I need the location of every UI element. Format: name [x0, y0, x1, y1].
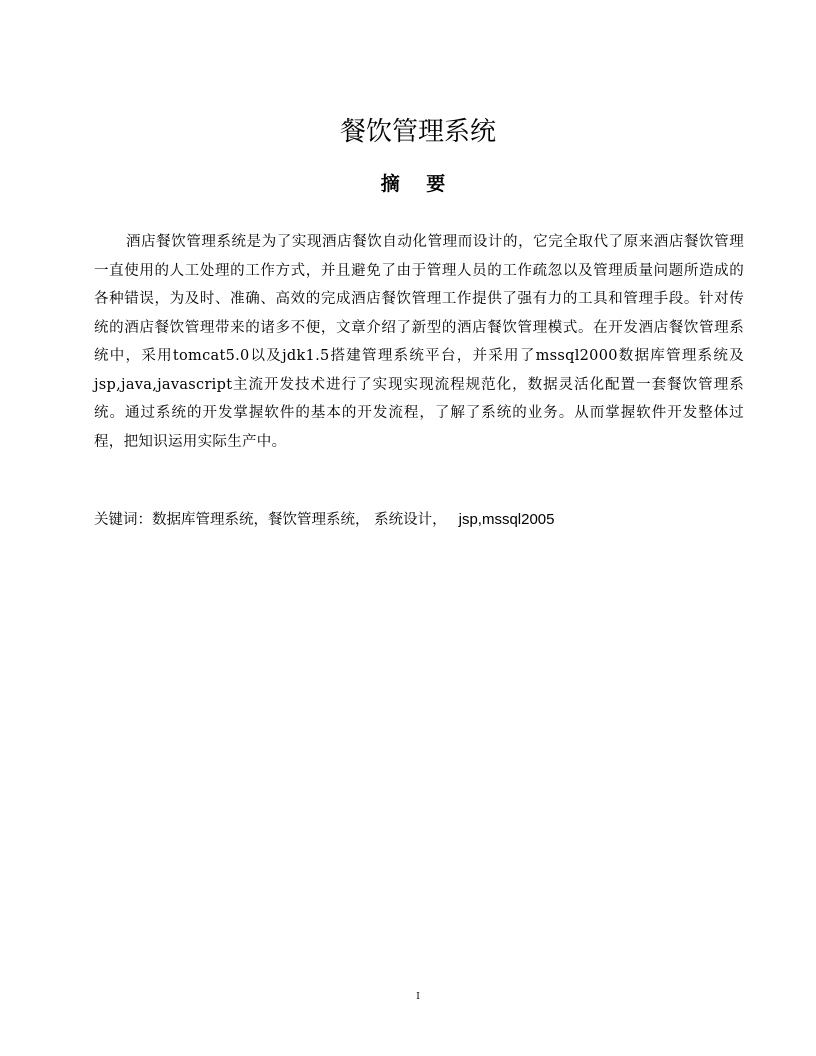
document-title: 餐饮管理系统 [339, 117, 496, 147]
keywords-tail: jsp,mssql2005 [458, 511, 555, 528]
keywords-label: 关键词： [94, 512, 152, 528]
page-number: I [416, 992, 420, 1002]
abstract-paragraph: 酒店餐饮管理系统是为了实现酒店餐饮自动化管理而设计的，它完全取代了原来酒店餐饮管理一直使用的人工处理的工作方式，并且避免了由于管理人员的工作疏忽以及管理质量问题所造成的各种错误，为及时、准确、高效的完成酒店餐饮管理工作提供了强有力的工具和管理手段。针对传统的酒店餐饮管理带来的诸多不便，文章介绍了新型的酒店餐饮管理模式。在开发酒店餐饮管理系统中，采用tomcat5.0以及jdk1.5搭建管理系统平台，并采用了mssql2000数据库管理系统及jsp,java,javascript主流开发技术进行了实现实现流程规范化，数据灵活化配置一套餐饮管理系统。通过系统的开发掌握软件的基本的开发流程，了解了系统的业务。从而掌握软件开发整体过程，把知识运用实际生产中。 [94, 234, 744, 450]
keywords-line [94, 506, 754, 534]
keywords-text: 数据库管理系统，餐饮管理系统， 系统设计， [152, 512, 447, 528]
abstract-heading: 摘 要 [380, 173, 456, 195]
